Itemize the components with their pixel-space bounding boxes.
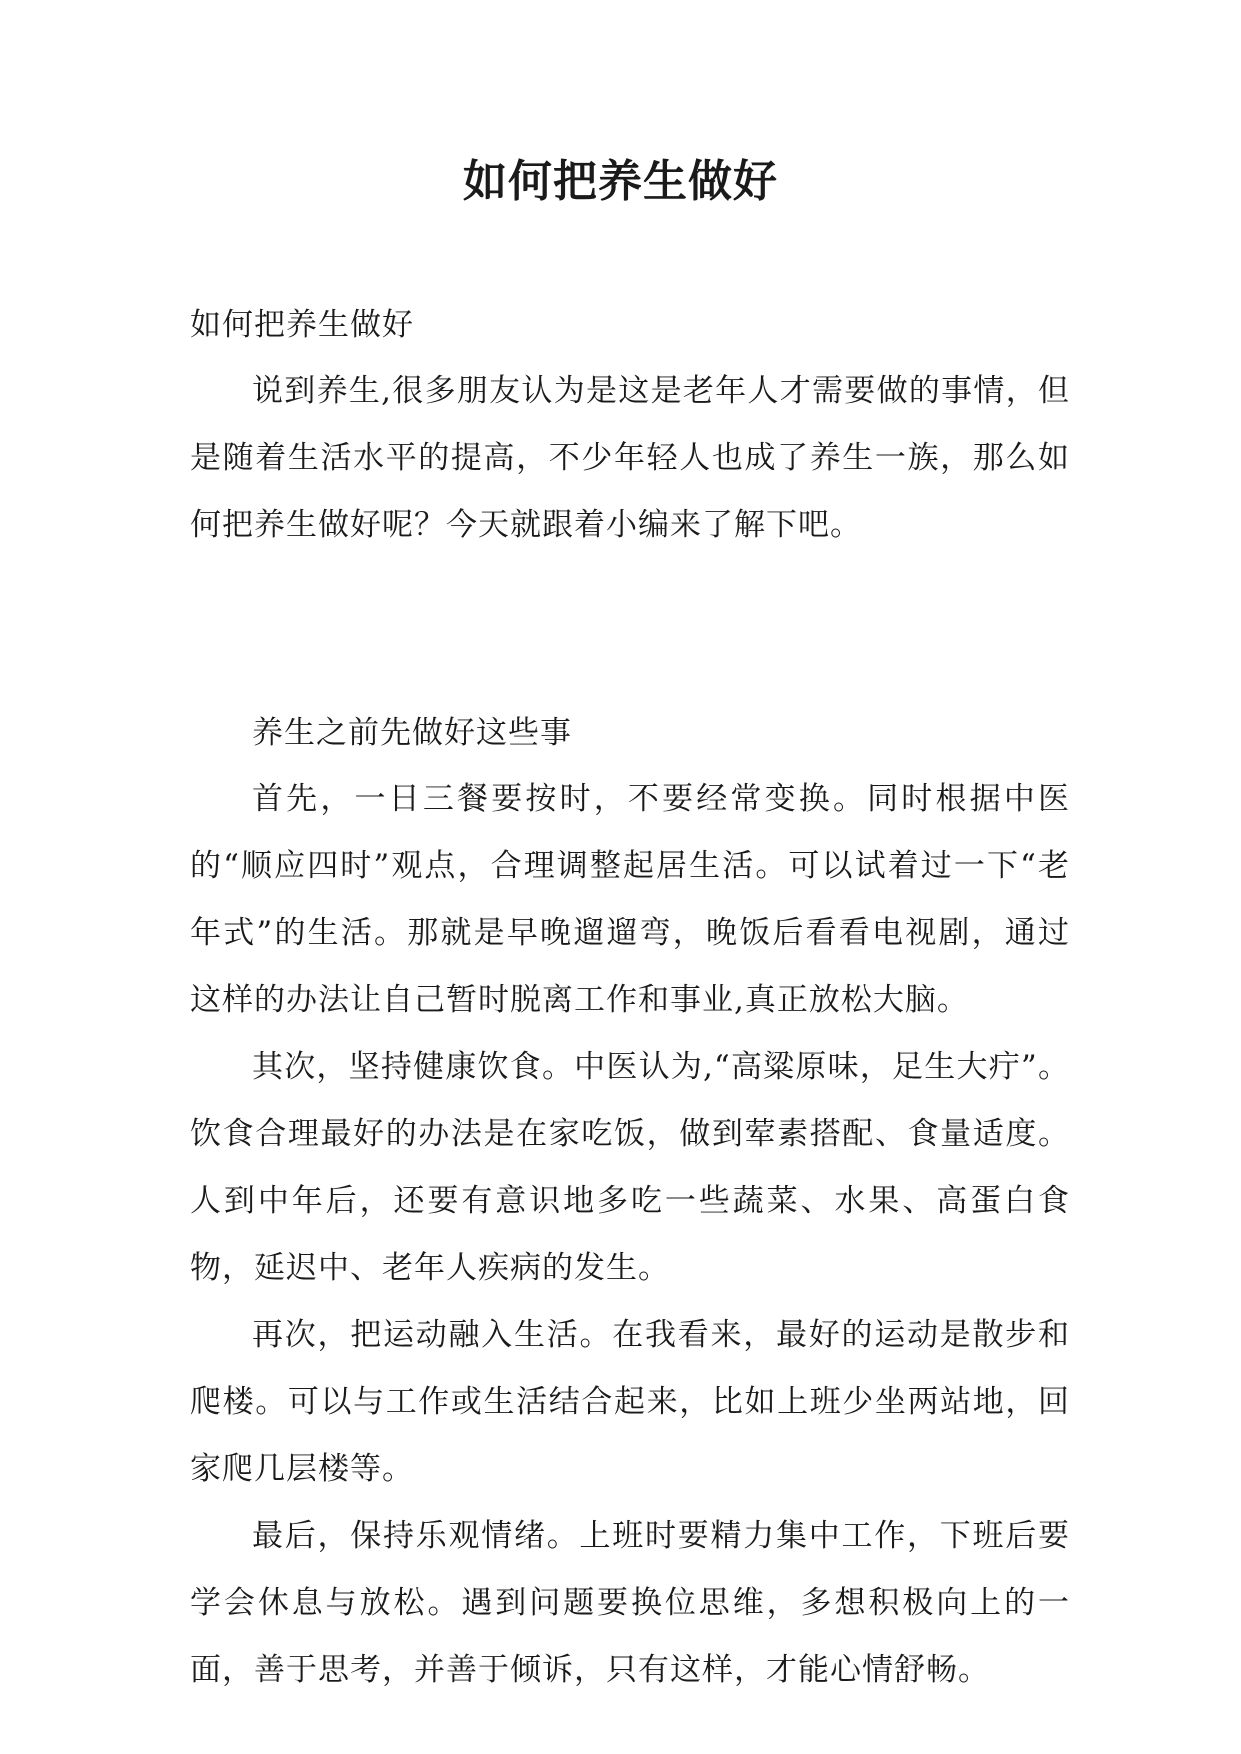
- paragraph-4: 最后，保持乐观情绪。上班时要精力集中工作，下班后要学会休息与放松。遇到问题要换位思维，多想积极向上的一面，善于思考，并善于倾诉，只有这样，才能心情舒畅。: [190, 1518, 1070, 1688]
- paragraph-1: 首先，一日三餐要按时，不要经常变换。同时根据中医的“顺应四时”观点，合理调整起居生活。可以试着过一下“老年式”的生活。那就是早晚遛遛弯，晚饭后看看电视剧，通过这样的办法让自己暂时脱离工作和事业,真正放松大脑。: [190, 781, 1070, 1018]
- paragraph-2: 其次，坚持健康饮食。中医认为,“高粱原味，足生大疔”。饮食合理最好的办法是在家吃饭，做到荤素搭配、食量适度。人到中年后，还要有意识地多吃一些蔬菜、水果、高蛋白食物，延迟中、老年人疾病的发生。: [190, 1049, 1070, 1286]
- paragraph-3: 再次，把运动融入生活。在我看来，最好的运动是散步和爬楼。可以与工作或生活结合起来，比如上班少坐两站地，回家爬几层楼等。: [190, 1317, 1070, 1487]
- main-section: [190, 700, 1070, 1704]
- intro-paragraph: 说到养生,很多朋友认为是这是老年人才需要做的事情，但是随着生活水平的提高，不少年轻人也成了养生一族，那么如何把养生做好呢？今天就跟着小编来了解下吧。: [190, 373, 1070, 543]
- document-title: 如何把养生做好: [463, 156, 778, 207]
- section-heading: 养生之前先做好这些事: [252, 715, 572, 751]
- intro-section: [190, 292, 1070, 559]
- intro-heading: 如何把养生做好: [190, 307, 414, 343]
